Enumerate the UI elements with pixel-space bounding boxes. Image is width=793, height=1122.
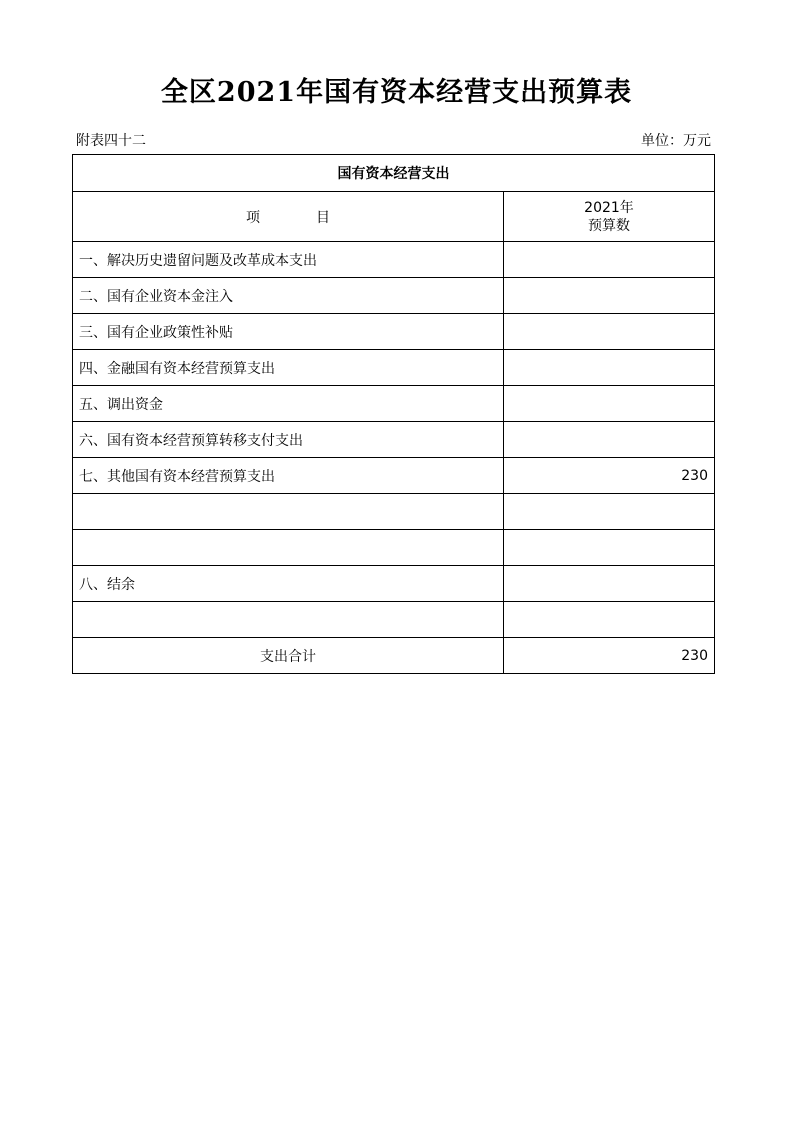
table-row xyxy=(73,458,715,494)
column-header-item-right: 目 xyxy=(316,209,330,226)
section-header-row xyxy=(73,155,715,192)
row-item: 三、国有企业政策性补贴 xyxy=(73,314,504,350)
table-row xyxy=(73,530,715,566)
table-row xyxy=(73,566,715,602)
page-title: 全区2021年国有资本经营支出预算表 xyxy=(160,77,633,108)
budget-table xyxy=(72,154,715,674)
column-header-value xyxy=(504,192,715,242)
table-row xyxy=(73,242,715,278)
table-row xyxy=(73,278,715,314)
row-item xyxy=(73,530,504,566)
total-label: 支出合计 xyxy=(73,638,504,674)
row-item: 一、解决历史遗留问题及改革成本支出 xyxy=(73,242,504,278)
row-value xyxy=(504,350,715,386)
row-value xyxy=(504,602,715,638)
row-value xyxy=(504,278,715,314)
unit-label: 单位：万元 xyxy=(641,133,711,149)
row-item xyxy=(73,494,504,530)
row-item xyxy=(73,602,504,638)
table-row xyxy=(73,350,715,386)
column-header-row xyxy=(73,192,715,242)
row-item: 四、金融国有资本经营预算支出 xyxy=(73,350,504,386)
table-row xyxy=(73,422,715,458)
row-value xyxy=(504,242,715,278)
table-row xyxy=(73,494,715,530)
row-value xyxy=(504,566,715,602)
column-header-item-left: 项 xyxy=(246,209,260,226)
row-item: 八、结余 xyxy=(73,566,504,602)
row-item: 七、其他国有资本经营预算支出 xyxy=(73,458,504,494)
column-header-item xyxy=(73,192,504,242)
table-row xyxy=(73,602,715,638)
table-row xyxy=(73,386,715,422)
row-value xyxy=(504,494,715,530)
row-item: 五、调出资金 xyxy=(73,386,504,422)
row-value xyxy=(504,530,715,566)
row-value xyxy=(504,314,715,350)
section-header: 国有资本经营支出 xyxy=(73,155,715,192)
table-row xyxy=(73,314,715,350)
row-item: 二、国有企业资本金注入 xyxy=(73,278,504,314)
column-header-budget: 预算数 xyxy=(588,217,630,234)
total-value: 230 xyxy=(504,638,715,674)
row-item: 六、国有资本经营预算转移支付支出 xyxy=(73,422,504,458)
row-value: 230 xyxy=(504,458,715,494)
row-value xyxy=(504,422,715,458)
total-row xyxy=(73,638,715,674)
row-value xyxy=(504,386,715,422)
column-header-year: 2021年 xyxy=(584,199,634,216)
attachment-label: 附表四十二 xyxy=(76,133,146,149)
